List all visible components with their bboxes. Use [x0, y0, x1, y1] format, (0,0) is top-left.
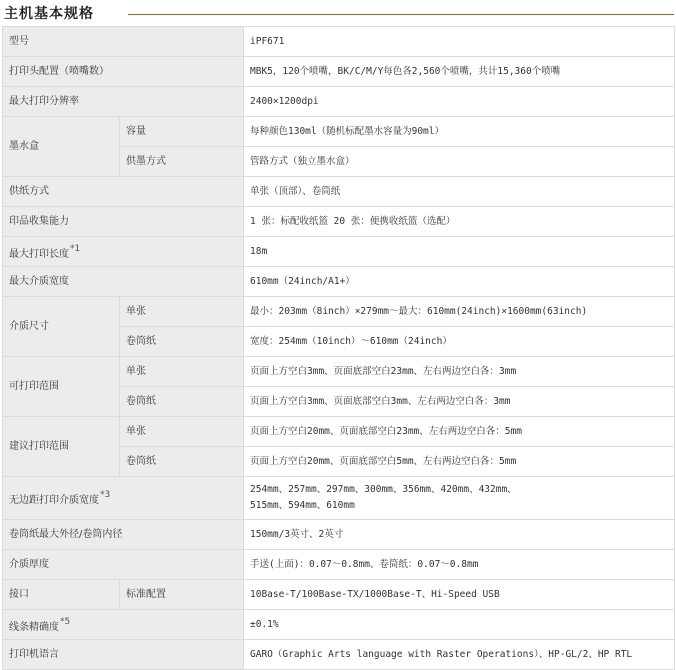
row-value: 页面上方空白3mm、页面底部空白3mm、左右两边空白各：3mm — [244, 387, 675, 417]
table-row — [3, 267, 675, 297]
spec-table — [2, 26, 675, 670]
table-row — [3, 57, 675, 87]
row-sublabel: 供墨方式 — [120, 147, 244, 177]
row-label-text: 无边距打印介质宽度 — [9, 495, 99, 506]
row-value: 18m — [244, 237, 675, 267]
table-row — [3, 237, 675, 267]
row-label: 型号 — [3, 27, 244, 57]
row-label: 介质厚度 — [3, 550, 244, 580]
section-title: 主机基本规格 — [4, 6, 94, 22]
row-value: 手送(上面)：0.07～0.8mm、卷筒纸：0.07～0.8mm — [244, 550, 675, 580]
title-divider — [128, 14, 674, 15]
row-label-text: 线条精确度 — [9, 621, 59, 633]
table-row — [3, 580, 675, 610]
table-row — [3, 640, 675, 670]
row-value: ±0.1% — [244, 610, 675, 640]
row-value: 150mm/3英寸、2英寸 — [244, 520, 675, 550]
row-label: 接口 — [3, 580, 120, 610]
row-value: 610mm（24inch/A1+） — [244, 267, 675, 297]
row-label: 印品收集能力 — [3, 207, 244, 237]
row-label: 墨水盒 — [3, 117, 120, 177]
row-value: 页面上方空白20mm、页面底部空白23mm、左右两边空白各：5mm — [244, 417, 675, 447]
row-value: 宽度：254mm（10inch）～610mm（24inch） — [244, 327, 675, 357]
row-value: 单张（顶部）、卷筒纸 — [244, 177, 675, 207]
row-value: 页面上方空白20mm、页面底部空白5mm、左右两边空白各：5mm — [244, 447, 675, 477]
row-value: iPF671 — [244, 27, 675, 57]
row-label — [3, 477, 244, 520]
row-sublabel: 卷筒纸 — [120, 327, 244, 357]
row-label: 打印机语言 — [3, 640, 244, 670]
section-header — [0, 0, 676, 26]
table-row — [3, 27, 675, 57]
row-sublabel: 单张 — [120, 297, 244, 327]
table-row — [3, 87, 675, 117]
row-value: 页面上方空白3mm、页面底部空白23mm、左右两边空白各：3mm — [244, 357, 675, 387]
row-value: 每种颜色130ml（随机标配墨水容量为90ml） — [244, 117, 675, 147]
row-value — [244, 477, 675, 520]
table-row — [3, 117, 675, 147]
row-value: 1 张：标配收纸篮 20 张：便携收纸篮（选配） — [244, 207, 675, 237]
value-line: 515mm、594mm、610mm — [250, 500, 355, 511]
footnote-mark: *1 — [70, 243, 81, 254]
table-row — [3, 610, 675, 640]
row-sublabel: 单张 — [120, 357, 244, 387]
row-value: 管路方式（独立墨水盒） — [244, 147, 675, 177]
row-sublabel: 标准配置 — [120, 580, 244, 610]
table-row — [3, 177, 675, 207]
row-sublabel: 单张 — [120, 417, 244, 447]
table-row — [3, 417, 675, 447]
row-label: 最大打印分辨率 — [3, 87, 244, 117]
row-sublabel: 卷筒纸 — [120, 387, 244, 417]
table-row — [3, 357, 675, 387]
row-value: MBK5，120个喷嘴，BK/C/M/Y每色各2,560个喷嘴，共计15,360个喷嘴 — [244, 57, 675, 87]
row-value: 2400×1200dpi — [244, 87, 675, 117]
row-label: 可打印范围 — [3, 357, 120, 417]
row-sublabel: 容量 — [120, 117, 244, 147]
row-label: 打印头配置（喷嘴数） — [3, 57, 244, 87]
row-label: 卷筒纸最大外径/卷筒内径 — [3, 520, 244, 550]
row-label: 介质尺寸 — [3, 297, 120, 357]
row-sublabel: 卷筒纸 — [120, 447, 244, 477]
row-label — [3, 237, 244, 267]
row-label: 建议打印范围 — [3, 417, 120, 477]
row-value: 10Base-T/100Base-TX/1000Base-T、Hi-Speed USB — [244, 580, 675, 610]
row-label — [3, 610, 244, 640]
table-row — [3, 207, 675, 237]
table-row — [3, 520, 675, 550]
row-label-text: 最大打印长度 — [9, 248, 69, 260]
table-row — [3, 477, 675, 520]
footnote-mark: *5 — [60, 616, 71, 627]
table-row — [3, 550, 675, 580]
row-label: 供纸方式 — [3, 177, 244, 207]
row-label: 最大介质宽度 — [3, 267, 244, 297]
footnote-mark: *3 — [100, 490, 111, 500]
table-row — [3, 297, 675, 327]
row-value: 最小：203mm（8inch）×279mm～最大：610mm(24inch)×1600mm(63inch) — [244, 297, 675, 327]
value-line: 254mm、257mm、297mm、300mm、356mm、420mm、432mm、 — [250, 484, 517, 495]
row-value: GARO（Graphic Arts language with Raster Operations）、HP-GL/2、HP RTL — [244, 640, 675, 670]
